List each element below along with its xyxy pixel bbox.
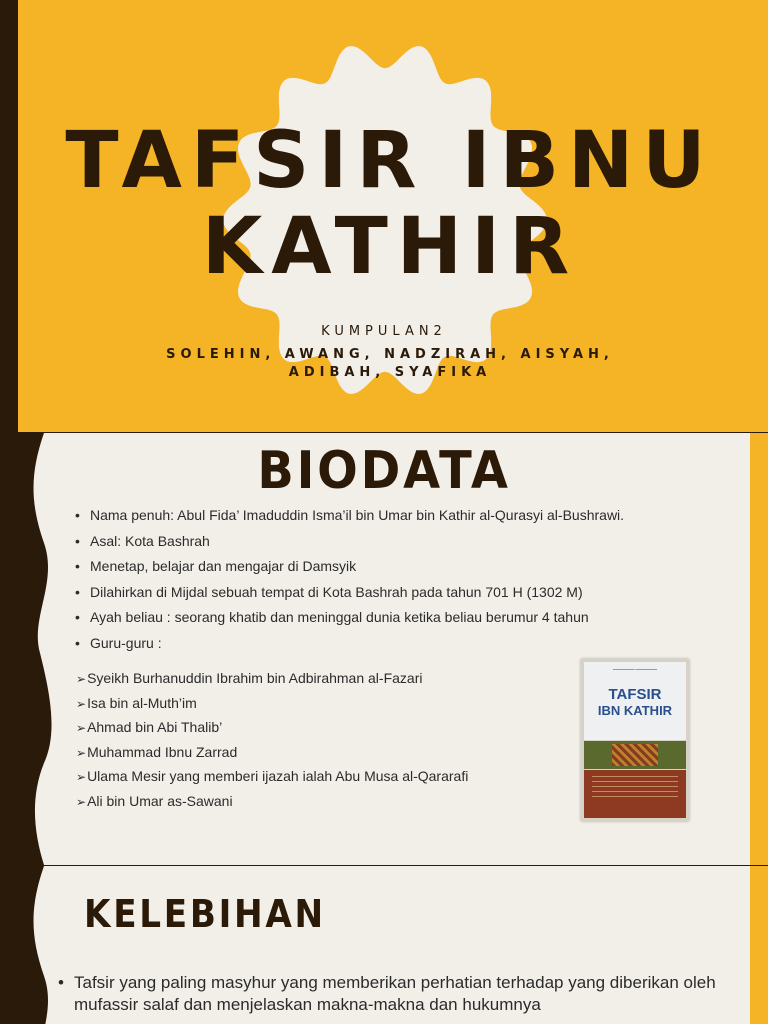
list-item: • Menetap, belajar dan mengajar di Damsyik xyxy=(72,554,712,580)
teacher-name: Muhammad Ibnu Zarrad xyxy=(87,743,238,760)
kelebihan-slide xyxy=(0,866,768,1024)
book-title-line2: IBN KATHIR xyxy=(597,703,673,718)
book-ornament-band xyxy=(584,741,686,769)
ornament-pattern xyxy=(612,744,658,766)
book-small-text-lines xyxy=(592,776,678,800)
presentation-title: TAFSIR IBNU KATHIR xyxy=(65,116,715,292)
teacher-name: Isa bin al-Muth’im xyxy=(87,694,197,711)
teacher-name: Ulama Mesir yang memberi ijazah ialah Abu Musa al-Qararafi xyxy=(87,768,469,785)
book-cover-image xyxy=(581,659,689,821)
teacher-item xyxy=(76,790,556,815)
teacher-item xyxy=(76,667,556,692)
title-slide xyxy=(0,0,768,432)
right-accent-edge xyxy=(750,866,768,1024)
biodata-list xyxy=(72,503,712,656)
teacher-item xyxy=(76,765,556,790)
arrow-bullet-icon: ➢ xyxy=(76,696,87,711)
arrow-bullet-icon: ➢ xyxy=(76,745,87,760)
biodata-slide xyxy=(0,433,768,865)
teacher-name: Ali bin Umar as-Sawani xyxy=(87,792,233,809)
teacher-name: Syeikh Burhanuddin Ibrahim bin Adbirahman al-Fazari xyxy=(87,670,423,686)
teacher-item xyxy=(76,692,556,717)
slide-heading: KELEBIHAN xyxy=(84,892,326,936)
arrow-bullet-icon: ➢ xyxy=(76,794,87,809)
arrow-bullet-icon: ➢ xyxy=(76,770,87,785)
arabic-calligraphy-icon: ⸻⸻ xyxy=(612,665,658,675)
teachers-list xyxy=(76,667,556,815)
teacher-item xyxy=(76,741,556,766)
group-label: KUMPULAN2 xyxy=(321,324,447,339)
bullet-dot-icon: • xyxy=(58,973,64,992)
wavy-left-border xyxy=(0,866,60,1024)
arrow-bullet-icon: ➢ xyxy=(76,672,87,686)
book-title-line1: TAFSIR xyxy=(608,686,662,703)
paragraph-text: Tafsir yang paling masyhur yang memberikan perhatian terhadap yang diberikan oleh mufassir salaf dan menjelaskan makna-makna dan hukumnya xyxy=(74,973,716,1014)
list-item: • Asal: Kota Bashrah xyxy=(72,529,712,555)
kelebihan-paragraph xyxy=(58,972,748,1016)
teacher-item xyxy=(76,716,556,741)
list-item: • Dilahirkan di Mijdal sebuah tempat di Kota Bashrah pada tahun 701 H (1302 M) xyxy=(72,580,712,606)
arrow-bullet-icon: ➢ xyxy=(76,721,87,736)
right-accent-edge xyxy=(750,433,768,865)
list-item: • Ayah beliau : seorang khatib dan meninggal dunia ketika beliau berumur 4 tahun xyxy=(72,605,712,631)
list-item: • Nama penuh: Abul Fida’ Imaduddin Isma’il bin Umar bin Kathir al-Qurasyi al-Bushrawi. xyxy=(72,503,712,529)
slide-heading: BIODATA xyxy=(257,441,511,501)
book-lower-panel xyxy=(584,770,686,818)
teacher-name: Ahmad bin Abi Thalib’ xyxy=(87,719,223,736)
left-dark-bar xyxy=(0,0,18,432)
list-item: • Guru-guru : xyxy=(72,631,712,657)
group-members: SOLEHIN, AWANG, NADZIRAH, AISYAH, ADIBAH, SYAFIKA xyxy=(166,347,614,380)
